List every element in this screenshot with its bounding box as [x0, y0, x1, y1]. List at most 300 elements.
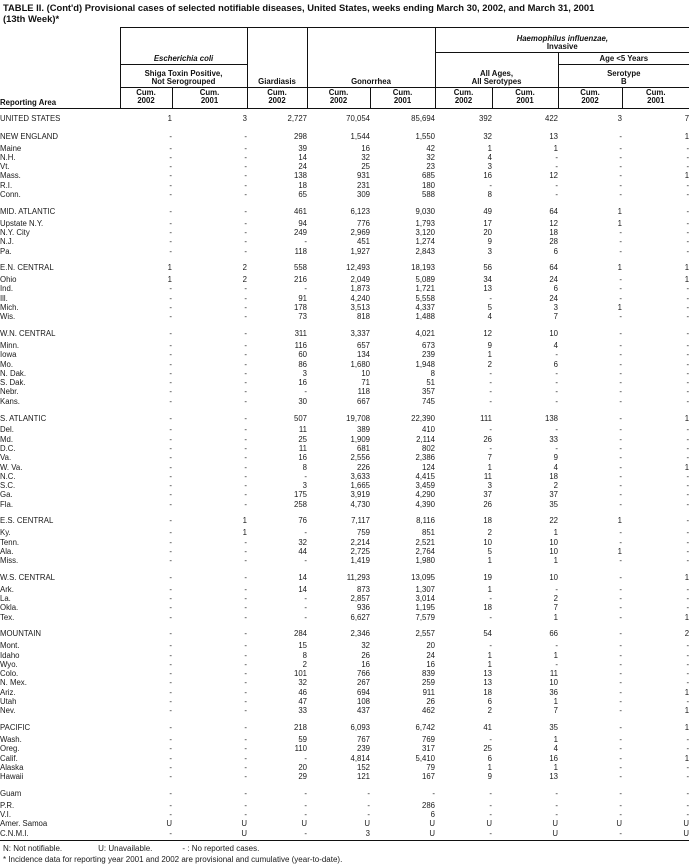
ecoli-group-header	[120, 28, 247, 65]
value-cell: -	[244, 378, 247, 388]
value-cell: 1,488	[415, 312, 436, 322]
value-cell: -	[169, 312, 172, 322]
table-row	[0, 594, 689, 603]
value-cell: -	[686, 650, 689, 660]
value-cell: -	[555, 584, 559, 594]
value-cell: 3,513	[350, 303, 370, 313]
value-cell: 10	[549, 537, 559, 547]
all-ages-line2: All Serotypes	[471, 77, 522, 87]
value-cell: -	[169, 340, 172, 350]
value-cell: 5,410	[415, 753, 436, 763]
value-cell: 178	[293, 303, 307, 313]
value-cell: 108	[356, 697, 370, 707]
value-cell: 298	[293, 131, 307, 141]
reporting-area-cell: Tenn.	[0, 537, 20, 547]
reporting-area-cell: Kans.	[0, 396, 20, 406]
value-cell: -	[244, 678, 247, 688]
value-cell: -	[555, 659, 559, 669]
value-cell: -	[619, 396, 623, 406]
value-cell: -	[619, 434, 623, 444]
value-cell: 2,764	[415, 546, 436, 556]
table-row	[0, 490, 689, 499]
value-cell: 4	[487, 152, 493, 162]
value-cell: -	[169, 396, 172, 406]
value-cell: 91	[298, 293, 307, 303]
table-row	[0, 509, 689, 528]
reporting-area-cell: Okla.	[0, 603, 19, 613]
reporting-area-cell: W.N. CENTRAL	[0, 329, 56, 339]
reporting-area-cell: Colo.	[0, 669, 19, 679]
value-cell: 32	[361, 152, 370, 162]
value-cell: 1	[684, 687, 689, 697]
value-cell: U	[492, 829, 558, 841]
value-cell: -	[169, 641, 172, 651]
value-cell: 1,927	[350, 246, 370, 256]
value-cell: 4,240	[350, 293, 370, 303]
value-cell: -	[686, 516, 689, 526]
value-cell: 392	[479, 113, 493, 123]
value-cell: -	[686, 537, 689, 547]
value-cell: -	[686, 312, 689, 322]
value-cell: 259	[422, 678, 436, 688]
table-row	[0, 153, 689, 162]
table-row	[0, 406, 689, 425]
value-cell: -	[244, 180, 247, 190]
value-cell: 6	[430, 810, 436, 819]
reporting-area-cell: Pa.	[0, 246, 12, 256]
value-cell: 3	[487, 162, 493, 172]
value-cell: 18	[483, 603, 493, 613]
reporting-area-cell: D.C.	[0, 443, 16, 453]
value-cell: -	[489, 810, 493, 819]
value-cell: 6,093	[350, 723, 370, 733]
reporting-area-cell: Idaho	[0, 650, 20, 660]
legend-no-reported-cases: - : No reported cases.	[182, 843, 260, 853]
reporting-area-cell: Miss.	[0, 556, 19, 566]
value-cell: 1	[487, 584, 493, 594]
value-cell: 1,721	[415, 284, 436, 294]
value-cell: U	[552, 819, 559, 829]
value-cell: 10	[549, 546, 559, 556]
value-cell: 1	[617, 546, 623, 556]
value-cell: 34	[483, 275, 493, 285]
value-cell: -	[686, 180, 689, 190]
value-cell: -	[244, 284, 247, 294]
reporting-area-cell: Md.	[0, 434, 13, 444]
value-cell: -	[555, 443, 559, 453]
value-cell: 25	[361, 162, 370, 172]
value-cell: 111	[480, 413, 493, 423]
reporting-area-cell: W.S. CENTRAL	[0, 572, 56, 582]
value-cell: 931	[356, 171, 370, 181]
value-cell: 2,969	[350, 227, 370, 237]
value-cell: -	[619, 572, 623, 582]
value-cell: 29	[298, 772, 307, 782]
value-cell: 284	[293, 629, 307, 639]
value-cell: -	[619, 659, 623, 669]
notifiable-diseases-table	[0, 27, 689, 841]
value-cell: -	[244, 584, 247, 594]
value-cell: 46	[298, 687, 307, 697]
reporting-area-cell: Vt.	[0, 162, 10, 172]
table-row	[0, 350, 689, 359]
table-row	[0, 199, 689, 218]
value-cell: -	[304, 528, 307, 538]
value-cell: U	[683, 819, 689, 829]
value-cell: -	[244, 594, 247, 604]
value-cell: 5	[487, 303, 493, 313]
value-cell: -	[686, 190, 689, 200]
giardiasis-header: Giardiasis	[247, 28, 307, 88]
value-cell: 1	[487, 143, 493, 153]
value-cell: 19	[483, 572, 493, 582]
value-cell: U	[166, 819, 172, 829]
value-cell: -	[304, 800, 307, 810]
table-row	[0, 294, 689, 303]
value-cell: 818	[356, 312, 370, 322]
value-cell: 37	[483, 490, 493, 500]
value-cell: 6	[553, 246, 559, 256]
value-cell: 1,274	[415, 237, 436, 247]
value-cell: 3	[307, 829, 370, 841]
value-cell: 12,493	[346, 263, 370, 273]
reporting-area-cell: PACIFIC	[0, 723, 31, 733]
value-cell: 437	[356, 706, 370, 716]
value-cell: -	[244, 434, 247, 444]
value-cell: -	[619, 413, 623, 423]
value-cell: 76	[298, 516, 307, 526]
value-cell: -	[686, 471, 689, 481]
value-cell: -	[686, 443, 689, 453]
value-cell: 16	[483, 171, 493, 181]
value-cell: -	[244, 734, 247, 744]
reporting-area-cell: Ariz.	[0, 687, 16, 697]
value-cell: -	[686, 490, 689, 500]
value-cell: 64	[549, 263, 559, 273]
value-cell: 24	[549, 275, 559, 285]
age-under-5-header: Age <5 Years	[558, 53, 689, 65]
value-cell: -	[244, 293, 247, 303]
value-cell: 18	[549, 227, 559, 237]
value-cell: 239	[356, 744, 370, 754]
value-cell: 657	[356, 340, 370, 350]
table-row	[0, 528, 689, 537]
value-cell: 7,579	[415, 612, 436, 622]
table-row	[0, 565, 689, 584]
reporting-area-cell: C.N.M.I.	[0, 829, 120, 841]
value-cell: -	[169, 190, 172, 200]
value-cell: 6,627	[350, 612, 370, 622]
value-cell: 1	[553, 762, 559, 772]
value-cell: -	[244, 471, 247, 481]
value-cell: -	[244, 753, 247, 763]
value-cell: -	[686, 218, 689, 228]
value-cell: 49	[483, 206, 493, 216]
table-title-line2: (13th Week)*	[3, 12, 60, 24]
reporting-area-cell: Wis.	[0, 312, 16, 322]
value-cell: -	[169, 131, 172, 141]
value-cell: 1	[684, 263, 689, 273]
value-cell: 6,123	[350, 206, 370, 216]
value-cell: 1,873	[350, 284, 370, 294]
reporting-area-cell: Oreg.	[0, 744, 20, 754]
value-cell: U	[429, 819, 436, 829]
reporting-area-cell: Ark.	[0, 584, 14, 594]
table-row	[0, 829, 689, 841]
hi-allages-cum-2002-header: Cum. 2002	[435, 88, 492, 109]
reporting-area-cell: W. Va.	[0, 462, 23, 472]
value-cell: 6	[487, 753, 493, 763]
value-cell: 3,459	[415, 481, 436, 491]
value-cell: 2	[553, 594, 559, 604]
table-row	[0, 228, 689, 237]
value-cell: 25	[298, 434, 307, 444]
haemophilus-group-header	[435, 28, 689, 53]
value-cell: 66	[549, 629, 559, 639]
value-cell: -	[555, 788, 559, 798]
reporting-area-cell: Tex.	[0, 612, 15, 622]
value-cell: 2	[242, 263, 247, 273]
table-row	[0, 387, 689, 396]
value-cell: -	[244, 650, 247, 660]
value-cell: 1	[684, 572, 689, 582]
haemophilus-invasive: Invasive	[546, 42, 578, 52]
value-cell: -	[555, 396, 559, 406]
value-cell: 1	[553, 734, 559, 744]
value-cell: -	[169, 443, 172, 453]
value-cell: -	[686, 425, 689, 435]
value-cell: -	[169, 462, 172, 472]
value-cell: -	[686, 350, 689, 360]
value-cell: -	[244, 396, 247, 406]
table-row	[0, 435, 689, 444]
value-cell: -	[619, 237, 623, 247]
value-cell: -	[304, 237, 307, 247]
value-cell: -	[555, 387, 559, 397]
value-cell: U	[486, 819, 493, 829]
value-cell: -	[169, 413, 172, 423]
value-cell: 9	[487, 340, 493, 350]
table-row	[0, 453, 689, 462]
table-row	[0, 171, 689, 180]
value-cell: -	[304, 471, 307, 481]
reporting-area-cell: S. Dak.	[0, 378, 26, 388]
value-cell: 13,095	[411, 572, 436, 582]
value-cell: -	[169, 453, 172, 463]
value-cell: 4,021	[415, 329, 436, 339]
hi-allages-cum-2001-header: Cum. 2001	[492, 88, 558, 109]
value-cell: 16	[298, 453, 307, 463]
value-cell: -	[169, 734, 172, 744]
value-cell: -	[686, 378, 689, 388]
value-cell: -	[489, 378, 493, 388]
value-cell: 32	[298, 678, 307, 688]
value-cell: 1	[487, 556, 493, 566]
value-cell: 5,558	[415, 293, 436, 303]
value-cell: 2,114	[416, 434, 436, 444]
value-cell: -	[169, 378, 172, 388]
value-cell: -	[686, 162, 689, 172]
value-cell: -	[244, 425, 247, 435]
value-cell: -	[686, 734, 689, 744]
value-cell: -	[619, 387, 623, 397]
value-cell: 2,386	[415, 453, 436, 463]
haemophilus-name: Haemophilus influenzae,	[516, 33, 608, 43]
reporting-area-cell: Ky.	[0, 528, 11, 538]
value-cell: -	[555, 180, 559, 190]
value-cell: 2,557	[415, 629, 436, 639]
value-cell: 24	[426, 650, 436, 660]
value-cell: -	[244, 772, 247, 782]
value-cell: 12	[549, 171, 559, 181]
value-cell: -	[619, 462, 623, 472]
value-cell: 776	[356, 218, 370, 228]
value-cell: -	[619, 528, 623, 538]
reporting-area-cell: Ala.	[0, 546, 14, 556]
value-cell: 18	[483, 687, 493, 697]
legend-not-notifiable: N: Not notifiable.	[3, 843, 63, 853]
value-cell: 410	[422, 425, 436, 435]
reporting-area-cell: P.R.	[0, 800, 15, 810]
value-cell: 32	[483, 131, 493, 141]
value-cell: -	[619, 131, 623, 141]
value-cell: -	[489, 641, 493, 651]
value-cell: -	[169, 762, 172, 772]
value-cell: 769	[422, 734, 436, 744]
table-row	[0, 585, 689, 594]
table-body	[0, 109, 689, 841]
value-cell: 1,793	[415, 218, 436, 228]
value-cell: 16	[361, 143, 370, 153]
value-cell: 12	[483, 329, 493, 339]
value-cell: 2	[553, 481, 559, 491]
table-row	[0, 556, 689, 565]
value-cell: -	[169, 687, 172, 697]
value-cell: -	[619, 762, 623, 772]
reporting-area-cell: Nev.	[0, 706, 16, 716]
value-cell: -	[619, 744, 623, 754]
value-cell: 16	[549, 753, 559, 763]
reporting-area-cell: Del.	[0, 425, 14, 435]
reporting-area-cell: Maine	[0, 143, 22, 153]
value-cell: 1	[684, 171, 689, 181]
value-cell: -	[619, 810, 623, 819]
table-row	[0, 603, 689, 612]
value-cell: 802	[422, 443, 436, 453]
value-cell: 839	[422, 669, 436, 679]
table-row	[0, 697, 689, 706]
reporting-area-cell: UNITED STATES	[0, 113, 61, 123]
value-cell: 2,727	[287, 113, 307, 123]
value-cell: -	[244, 556, 247, 566]
value-cell: -	[489, 594, 493, 604]
value-cell: -	[304, 603, 307, 613]
value-cell: 767	[356, 734, 370, 744]
table-row	[0, 463, 689, 472]
value-cell: 101	[293, 669, 307, 679]
value-cell: -	[244, 537, 247, 547]
value-cell: 226	[356, 462, 370, 472]
table-row	[0, 181, 689, 190]
value-cell: 911	[422, 687, 436, 697]
value-cell: 16	[426, 659, 436, 669]
value-cell: -	[244, 218, 247, 228]
value-cell: -	[169, 612, 172, 622]
value-cell: -	[244, 453, 247, 463]
table-row	[0, 810, 689, 819]
value-cell: 124	[422, 462, 436, 472]
value-cell: 60	[298, 350, 307, 360]
value-cell: -	[686, 303, 689, 313]
value-cell: -	[169, 556, 172, 566]
value-cell: 33	[298, 706, 307, 716]
table-header	[0, 28, 689, 109]
value-cell: -	[169, 227, 172, 237]
value-cell: 15	[298, 641, 307, 651]
value-cell: -	[619, 162, 623, 172]
value-cell: 1,680	[350, 359, 370, 369]
value-cell: -	[169, 359, 172, 369]
value-cell: 4,814	[350, 753, 370, 763]
value-cell: 5,089	[415, 275, 436, 285]
value-cell: -	[686, 368, 689, 378]
value-cell: -	[169, 490, 172, 500]
value-cell: -	[244, 387, 247, 397]
value-cell: 14	[298, 152, 307, 162]
value-cell: 134	[356, 350, 370, 360]
value-cell: -	[169, 293, 172, 303]
value-cell: -	[304, 594, 307, 604]
table-row	[0, 397, 689, 406]
value-cell: 3	[487, 246, 493, 256]
value-cell: -	[619, 340, 623, 350]
value-cell: 851	[422, 528, 436, 538]
table-row	[0, 312, 689, 321]
value-cell: -	[244, 546, 247, 556]
value-cell: 3,120	[415, 227, 436, 237]
value-cell: 59	[298, 734, 307, 744]
value-cell: 1	[617, 206, 623, 216]
value-cell: 138	[293, 171, 307, 181]
value-cell: -	[686, 584, 689, 594]
value-cell: -	[686, 762, 689, 772]
value-cell: -	[169, 218, 172, 228]
value-cell: -	[619, 312, 623, 322]
table-row	[0, 538, 689, 547]
value-cell: 28	[549, 237, 559, 247]
value-cell: -	[244, 329, 247, 339]
value-cell: -	[489, 788, 493, 798]
value-cell: 7	[487, 453, 493, 463]
value-cell: -	[555, 810, 559, 819]
value-cell: 5	[487, 546, 493, 556]
table-row	[0, 500, 689, 509]
value-cell: -	[686, 237, 689, 247]
value-cell: 422	[545, 113, 559, 123]
value-cell: -	[244, 237, 247, 247]
value-cell: -	[169, 434, 172, 444]
value-cell: 116	[294, 340, 307, 350]
value-cell: -	[619, 471, 623, 481]
value-cell: 118	[357, 387, 370, 397]
value-cell: -	[244, 443, 247, 453]
value-cell: -	[619, 723, 623, 733]
value-cell: 6	[553, 359, 559, 369]
value-cell: 1	[487, 350, 493, 360]
table-row	[0, 444, 689, 453]
table-row	[0, 744, 689, 753]
value-cell: -	[619, 687, 623, 697]
